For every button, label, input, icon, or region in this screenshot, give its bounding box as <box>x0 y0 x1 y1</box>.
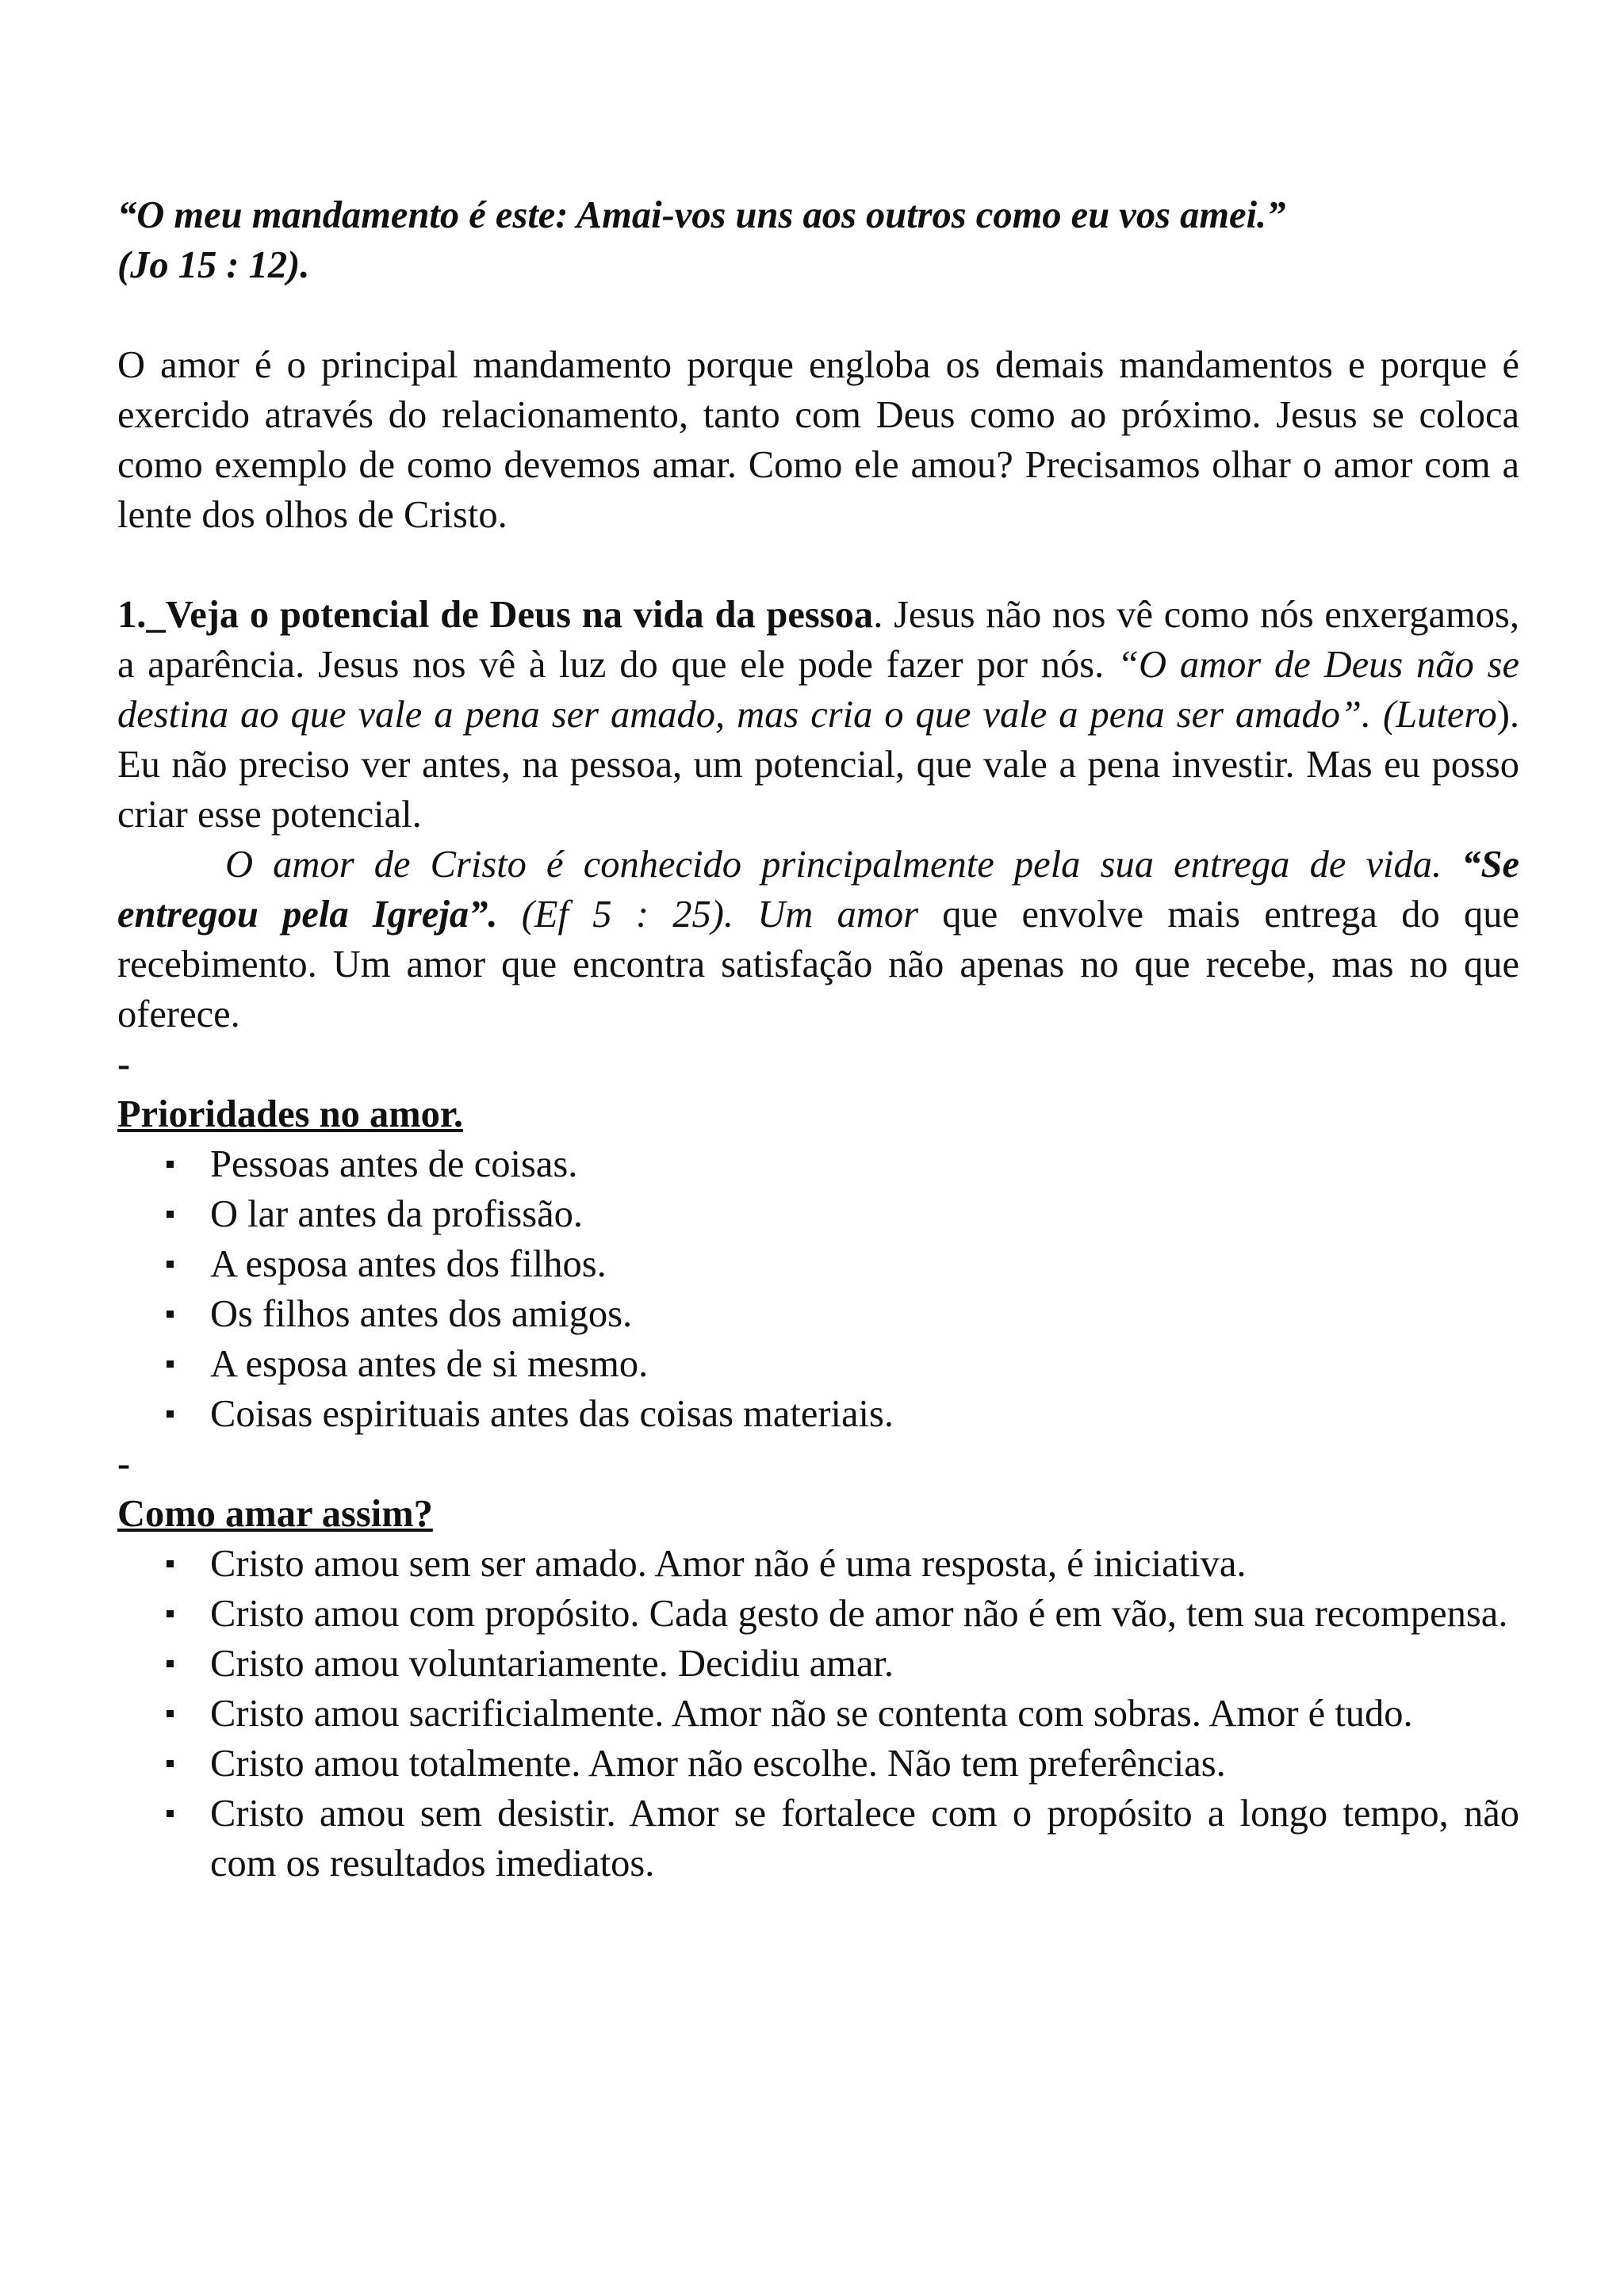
point-1-paragraph <box>117 590 1519 840</box>
bullet-square-icon <box>167 1760 174 1767</box>
bullet-square-icon <box>167 1560 174 1567</box>
list-item: Cristo amou voluntariamente. Decidiu amar. <box>117 1639 1519 1689</box>
spacer <box>117 540 1519 590</box>
intro-paragraph: O amor é o principal mandamento porque engloba os demais mandamentos e porque é exercido através do relacionamento, tanto com Deus como ao próximo. Jesus se coloca como exemplo de como devemos amar. Como ele amou? Precisamos olhar o amor com a lente dos olhos de Cristo. <box>117 344 1519 536</box>
bullet-square-icon <box>167 1660 174 1667</box>
section-marker: - <box>117 1043 131 1085</box>
list-item: Cristo amou totalmente. Amor não escolhe. Não tem preferências. <box>117 1739 1519 1789</box>
point-1-text-b: ). Eu não preciso ver antes, na pessoa, um potencial, que vale a pena investir. Mas eu posso criar esse potencial. <box>117 694 1519 836</box>
priorities-heading: Prioridades no amor. <box>117 1093 464 1135</box>
epigraph-line-2: (Jo 15 : 12). <box>117 244 310 286</box>
list-item: Cristo amou sem desistir. Amor se fortalece com o propósito a longo tempo, não com os resultados imediatos. <box>117 1789 1519 1888</box>
document-page <box>117 190 1519 1888</box>
bullet-square-icon <box>167 1610 174 1617</box>
list-item: A esposa antes dos filhos. <box>117 1239 1519 1289</box>
list-item: Cristo amou sem ser amado. Amor não é uma resposta, é iniciativa. <box>117 1539 1519 1589</box>
section-marker: - <box>117 1443 131 1485</box>
bullet-square-icon <box>167 1161 174 1168</box>
ephesians-quote: “Se entregou pela Igreja”. <box>117 844 1519 936</box>
point-1-heading: 1._Veja o potencial de Deus na vida da pessoa <box>117 594 874 636</box>
list-item: Os filhos antes dos amigos. <box>117 1289 1519 1339</box>
list-item: Cristo amou com propósito. Cada gesto de amor não é em vão, tem sua recompensa. <box>117 1589 1519 1639</box>
bullet-square-icon <box>167 1810 174 1817</box>
priorities-list <box>117 1139 1519 1439</box>
spacer <box>117 290 1519 340</box>
how-to-love-heading: Como amar assim? <box>117 1493 433 1535</box>
bullet-square-icon <box>167 1360 174 1368</box>
bullet-square-icon <box>167 1311 174 1318</box>
point-1-text-a: . Jesus não nos vê como nós enxergamos, a aparência. Jesus nos vê à luz do que ele pode fazer por nós. <box>117 594 1519 686</box>
epigraph <box>117 190 1519 290</box>
bullet-square-icon <box>167 1710 174 1717</box>
point-1-continuation <box>117 840 1519 1039</box>
list-item: A esposa antes de si mesmo. <box>117 1339 1519 1389</box>
bullet-square-icon <box>167 1410 174 1418</box>
luther-quote: “O amor de Deus não se destina ao que vale a pena ser amado, mas cria o que vale a pena ser amado”. (Lutero <box>117 644 1519 736</box>
list-item: Coisas espirituais antes das coisas materiais. <box>117 1389 1519 1439</box>
bullet-square-icon <box>167 1261 174 1268</box>
list-item: Pessoas antes de coisas. <box>117 1139 1519 1189</box>
continuation-italic-a: O amor de Cristo é conhecido principalmente pela sua entrega de vida. <box>225 844 1462 886</box>
continuation-italic-b: (Ef 5 : 25). Um amor <box>497 894 918 936</box>
list-item: O lar antes da profissão. <box>117 1189 1519 1239</box>
how-to-love-list <box>117 1539 1519 1888</box>
epigraph-line-1: “O meu mandamento é este: Amai-vos uns aos outros como eu vos amei.” <box>117 194 1286 236</box>
continuation-text: que envolve mais entrega do que recebimento. Um amor que encontra satisfação não apenas no que recebe, mas no que oferece. <box>117 894 1519 1035</box>
bullet-square-icon <box>167 1211 174 1218</box>
list-item: Cristo amou sacrificialmente. Amor não se contenta com sobras. Amor é tudo. <box>117 1689 1519 1739</box>
